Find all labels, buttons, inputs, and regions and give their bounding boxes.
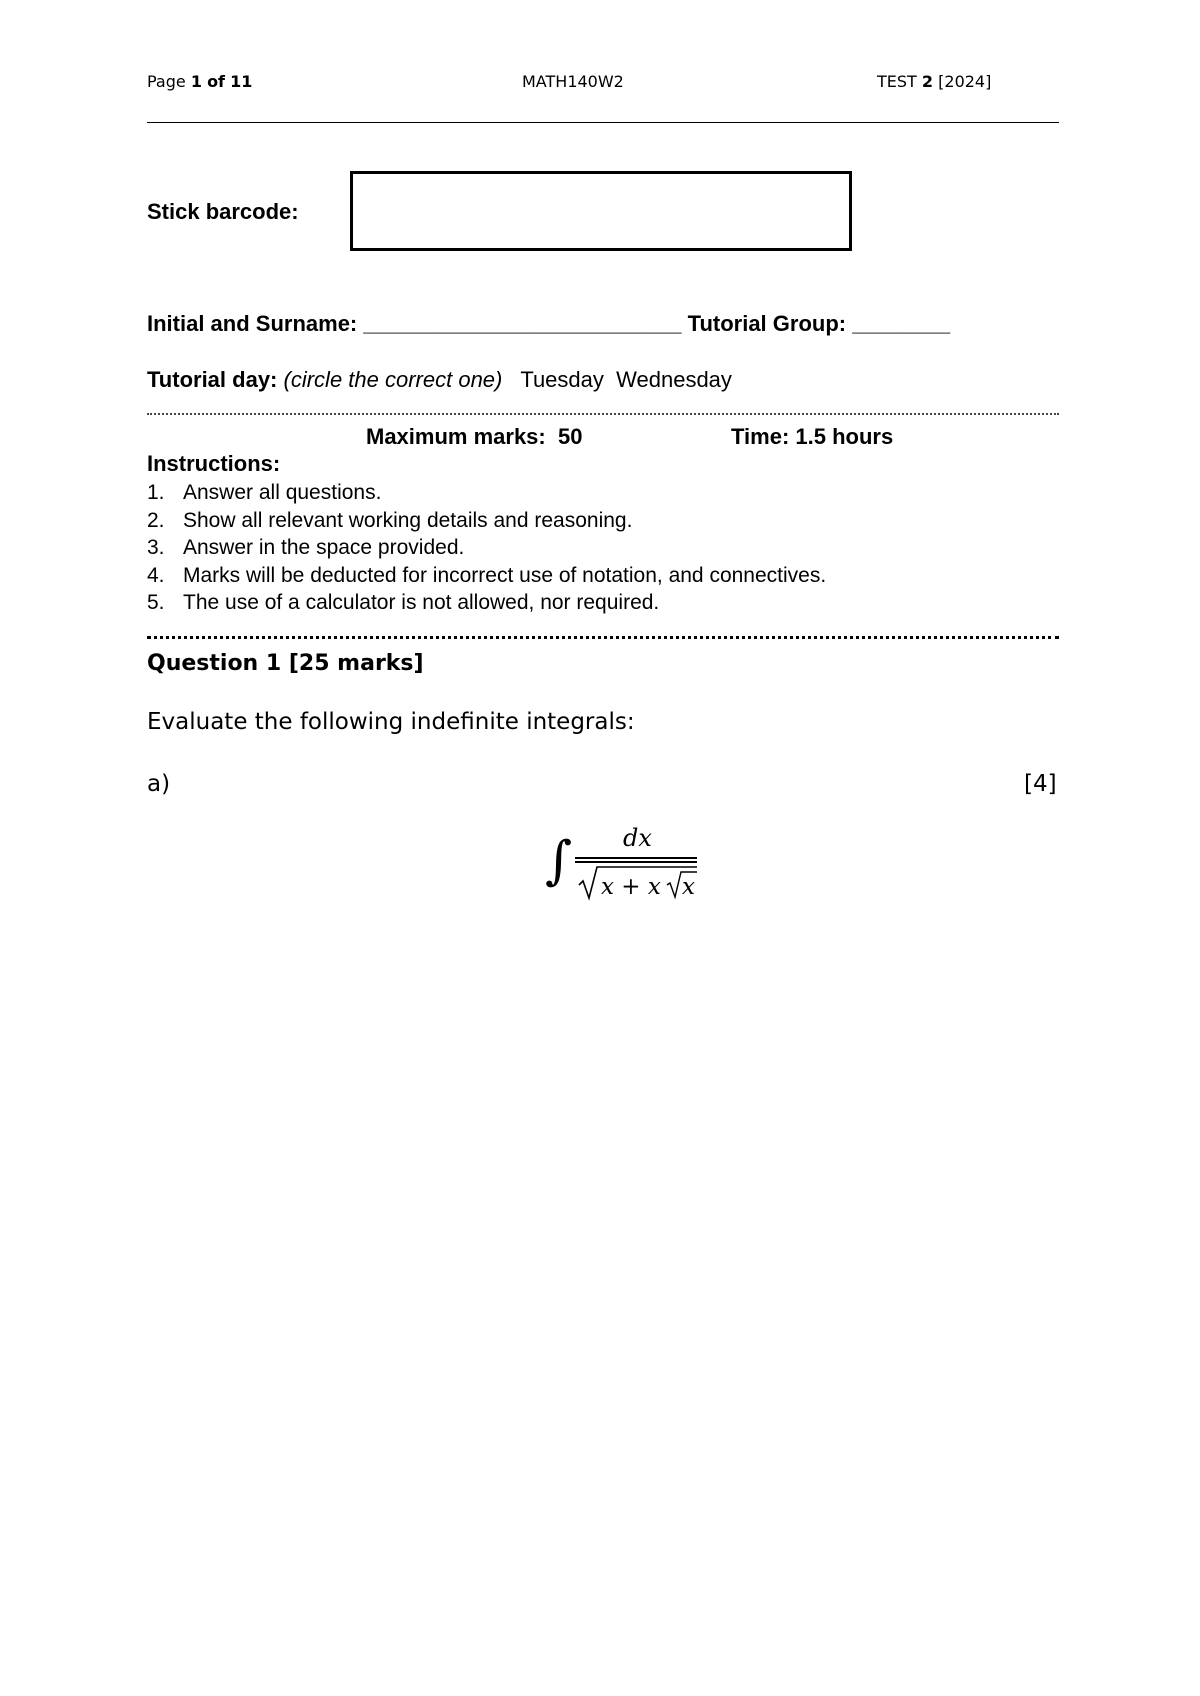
question-title: Question 1 [25 marks] xyxy=(147,651,424,676)
denominator-inner: x xyxy=(682,874,695,900)
page-number xyxy=(147,72,252,91)
tutorial-day-row xyxy=(147,367,732,393)
item-number: 4. xyxy=(147,563,165,587)
question-prompt: Evaluate the following indefinite integrals: xyxy=(147,709,635,735)
integral-expression xyxy=(545,818,705,908)
list-item xyxy=(147,534,826,562)
group-field[interactable]: ________ xyxy=(852,311,951,336)
max-marks: Maximum marks: 50 xyxy=(366,424,583,449)
numerator: dx xyxy=(623,824,652,852)
instructions-list xyxy=(147,479,826,617)
list-item xyxy=(147,507,826,535)
time-allowed: Time: 1.5 hours xyxy=(731,424,894,449)
day-label: Tutorial day: xyxy=(147,367,278,392)
header-rule xyxy=(147,122,1059,123)
of-label: of xyxy=(207,72,226,91)
item-text: The use of a calculator is not allowed, nor required. xyxy=(183,591,660,615)
integral-sign: ∫ xyxy=(545,831,573,891)
part-marks: [4] xyxy=(1024,771,1057,797)
list-item xyxy=(147,479,826,507)
barcode-box xyxy=(350,171,852,251)
item-number: 5. xyxy=(147,591,165,615)
test-num: 2 xyxy=(921,72,934,91)
day-hint: (circle the correct one) xyxy=(283,367,503,392)
item-text: Show all relevant working details and reasoning. xyxy=(183,508,633,532)
group-label: Tutorial Group: xyxy=(687,311,847,336)
day-option-tuesday[interactable]: Tuesday xyxy=(520,367,604,392)
name-label: Initial and Surname: xyxy=(147,311,358,336)
test-label xyxy=(877,72,991,91)
item-number: 2. xyxy=(147,508,165,532)
page-total: 11 xyxy=(230,72,253,91)
list-item xyxy=(147,589,826,617)
test-year: [2024] xyxy=(938,72,992,91)
instructions-title: Instructions: xyxy=(147,451,281,476)
barcode-label: Stick barcode: xyxy=(147,199,299,224)
student-name-row xyxy=(147,311,950,337)
name-field[interactable]: __________________________ xyxy=(363,311,682,336)
denominator-left: x + x xyxy=(601,874,661,900)
item-number: 1. xyxy=(147,481,165,504)
item-number: 3. xyxy=(147,536,165,560)
item-text: Marks will be deducted for incorrect use of notation, and connectives. xyxy=(183,563,827,587)
item-text: Answer all questions. xyxy=(183,481,382,504)
course-code: MATH140W2 xyxy=(522,72,624,91)
list-item xyxy=(147,562,826,590)
dotted-divider xyxy=(147,413,1059,415)
test-word: TEST xyxy=(877,72,917,91)
part-label: a) xyxy=(147,771,171,797)
item-text: Answer in the space provided. xyxy=(183,536,465,560)
day-option-wednesday[interactable]: Wednesday xyxy=(616,367,732,392)
page-num: 1 xyxy=(190,72,202,91)
dotted-divider xyxy=(147,636,1059,639)
page-label: Page xyxy=(147,72,186,91)
